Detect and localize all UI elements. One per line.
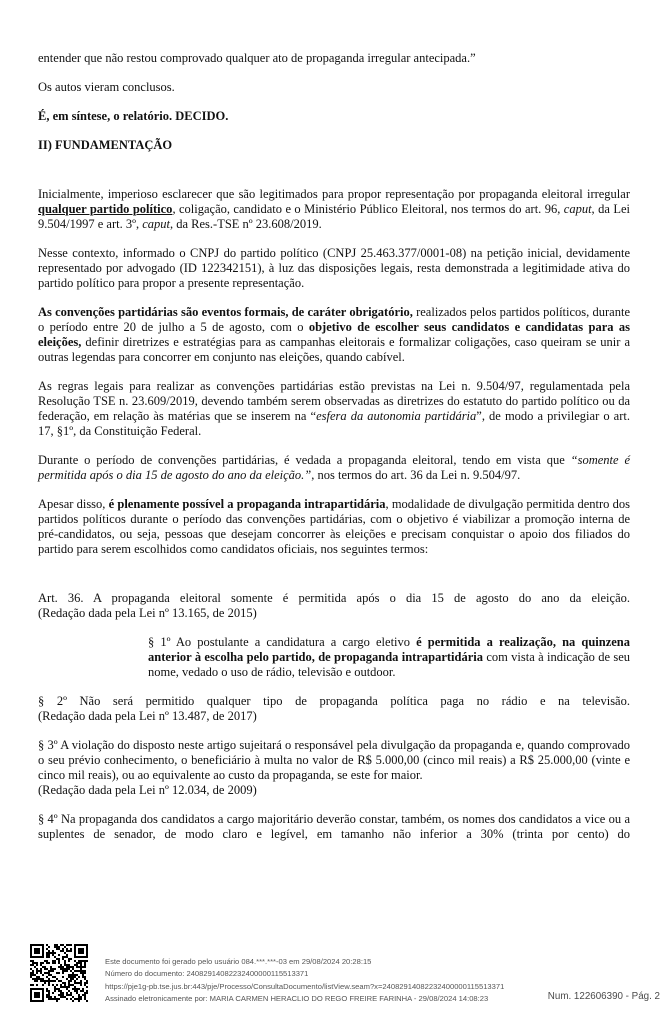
text-run: caput: [563, 202, 592, 216]
paragraph: [38, 138, 630, 153]
text-run: § 3º A violação do disposto neste artigo sujeitará o responsável pela divulgação da propaganda e, quando comprovado o seu prévio conhecimento, o beneficiário à multa no valor de R$ 5.000,00 (cinco mil reais) a R$ 25.000,00 (vinte e cinco mil reais), ou ao equivalente ao custo da propaganda, se este for maior.: [38, 738, 630, 782]
paragraph: [38, 606, 630, 621]
text-run: Durante o período de convenções partidárias, é vedada a propaganda eleitoral, tendo em vista que: [38, 453, 571, 467]
text-run: definir diretrizes e estratégias para as campanhas eleitorais e formalizar coligações, caso queiram se unir a outras legendas para concorrer em conjunto nas eleições, quando cabível.: [38, 335, 630, 364]
text-run: , coligação, candidato e o Ministério Público Eleitoral, nos termos do art. 96,: [172, 202, 564, 216]
footer-metadata: [105, 944, 504, 1006]
paragraph: [38, 51, 630, 66]
text-run: é permitida a realização, na quinzena anterior à escolha pelo partido, de propaganda intrapartidária: [148, 635, 630, 664]
document-footer: [30, 944, 504, 1006]
paragraph: [38, 80, 630, 95]
text-run: Nesse contexto, informado o CNPJ do partido político (CNPJ 25.463.377/0001-08) na petição inicial, devidamente representado por advogado (ID 122342151), à luz das disposições legais, resta demonstrada a legitimidade ativa do partido político para propor a presente representação.: [38, 246, 630, 290]
paragraph: [38, 187, 630, 232]
page-number: Num. 122606390 - Pág. 2: [547, 991, 660, 1002]
text-run: § 1º Ao postulante a candidatura a cargo eletivo: [148, 635, 417, 649]
document-body: [38, 51, 630, 856]
text-run: § 4º Na propaganda dos candidatos a cargo majoritário deverão constar, também, os nomes dos candidatos a vice ou a suplentes de senador, de modo claro e legível, em tamanho não inferior a 30% (trinta por cento) do: [38, 812, 630, 841]
text-run: “somente é permitida após o dia 15 de agosto do ano da eleição.”: [38, 453, 630, 482]
paragraph: [148, 635, 630, 680]
paragraph: [38, 812, 630, 842]
paragraph: [38, 694, 630, 709]
paragraph: [38, 453, 630, 483]
text-run: objetivo de escolher seus candidatos e candidatas para as eleições,: [38, 320, 630, 349]
text-run: , da Res.-TSE nº 23.608/2019.: [170, 217, 322, 231]
text-run: realizados pelos partidos políticos, durante o período entre 20 de julho a 5 de agosto, com o: [38, 305, 630, 334]
paragraph: [38, 709, 630, 724]
paragraph: [38, 497, 630, 557]
footer-generated-by: Este documento foi gerado pelo usuário 084.***.***-03 em 29/08/2024 20:28:15: [105, 957, 372, 966]
text-run: qualquer partido político: [38, 202, 173, 216]
text-run: Os autos vieram conclusos.: [38, 80, 175, 94]
text-run: Apesar disso,: [38, 497, 109, 511]
paragraph: [38, 246, 630, 291]
paragraph: [38, 109, 630, 124]
text-run: Inicialmente, imperioso esclarecer que são legitimados para propor representação por propaganda eleitoral irregular: [38, 187, 630, 201]
paragraph: [38, 783, 630, 798]
text-run: (Redação dada pela Lei nº 12.034, de 2009): [38, 783, 257, 797]
text-run: é plenamente possível a propaganda intrapartidária: [108, 497, 386, 511]
paragraph: [38, 305, 630, 365]
text-run: entender que não restou comprovado qualquer ato de propaganda irregular antecipada.”: [38, 51, 476, 65]
footer-verification-url: https://pje1g-pb.tse.jus.br:443/pje/Processo/ConsultaDocumento/listView.seam?x=24082914082232400000115513371: [105, 981, 505, 991]
footer-document-number: Número do documento: 24082914082232400000115513371: [105, 969, 309, 979]
text-run: (Redação dada pela Lei nº 13.165, de 2015): [38, 606, 257, 620]
text-run: § 2º Não será permitido qualquer tipo de propaganda política paga no rádio e na televisão.: [38, 694, 630, 708]
text-run: , modalidade de divulgação permitida dentro dos partidos políticos durante o período das convenções partidárias, com o objetivo é viabilizar a promoção interna de pré-candidatos, ou seja, pessoas que desejam concorrer às eleições e precisam conquistar o apoio dos filiados do partido para serem escolhidos como candidatos oficiais, nos seguintes termos:: [38, 497, 630, 556]
text-run: (Redação dada pela Lei nº 13.487, de 2017): [38, 709, 257, 723]
paragraph: [38, 379, 630, 439]
text-run: II) FUNDAMENTAÇÃO: [38, 138, 173, 152]
qr-code-icon: [30, 944, 88, 1002]
text-run: As regras legais para realizar as convenções partidárias estão previstas na Lei n. 9.504/97, regulamentada pela Resolução TSE n. 23.609/2019, devendo também serem observadas as diretrizes do estatuto do partido político ou da federação, em relação às matérias que se inserem na “: [38, 379, 630, 423]
text-run: Art. 36. A propaganda eleitoral somente é permitida após o dia 15 de agosto do ano da eleição.: [38, 591, 630, 605]
paragraph: [38, 738, 630, 783]
text-run: caput: [142, 217, 170, 231]
text-run: É, em síntese, o relatório. DECIDO.: [38, 109, 229, 123]
paragraph: [38, 591, 630, 606]
footer-signature: Assinado eletronicamente por: MARIA CARMEN HERACLIO DO REGO FREIRE FARINHA - 29/08/2024 14:08:23: [105, 994, 489, 1004]
text-run: com vista à indicação de seu nome, vedado o uso de rádio, televisão e outdoor.: [148, 650, 630, 679]
text-run: esfera da autonomia partidária: [316, 409, 477, 423]
text-run: , da Lei 9.504/1997 e art. 3º,: [38, 202, 630, 231]
text-run: As convenções partidárias são eventos formais, de caráter obrigatório,: [38, 305, 413, 319]
text-run: , nos termos do art. 36 da Lei n. 9.504/97.: [311, 468, 521, 482]
text-run: ”, de modo a privilegiar o art. 17, §1º, da Constituição Federal.: [38, 409, 630, 438]
